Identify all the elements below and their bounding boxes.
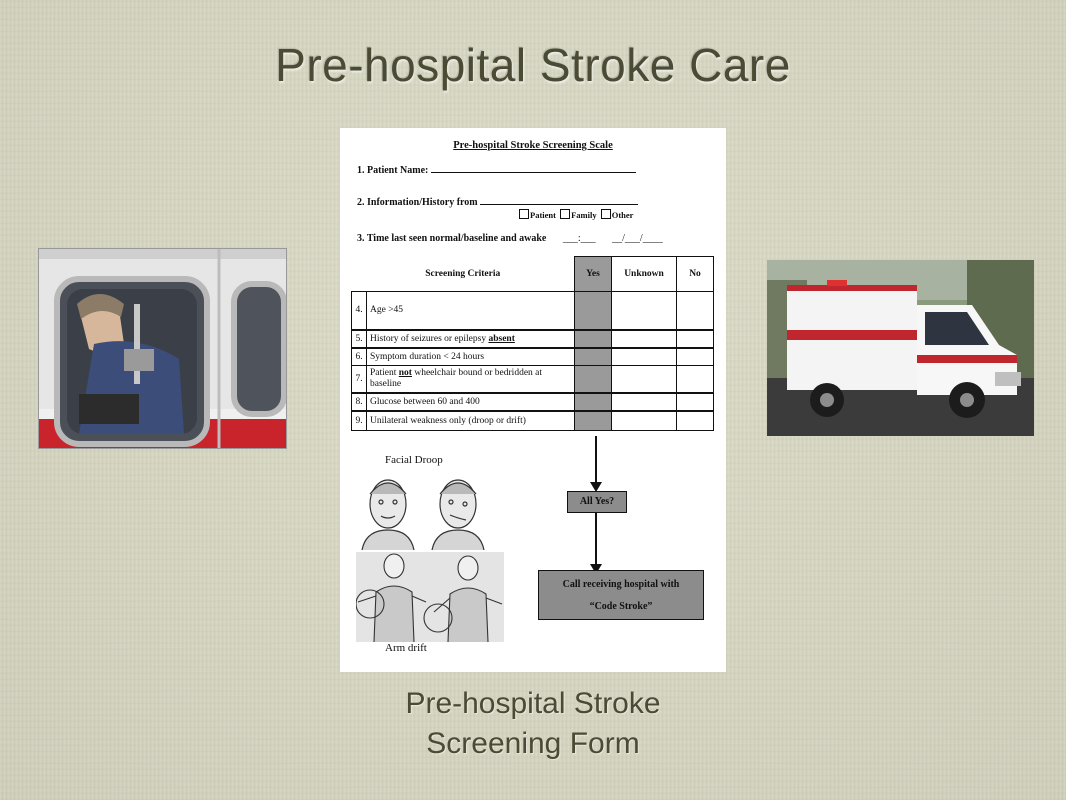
- unknown-cell: [612, 292, 677, 330]
- no-cell: [677, 330, 714, 348]
- criterion-text: Symptom duration < 24 hours: [370, 351, 485, 362]
- history-source-options: [517, 209, 633, 220]
- facial-droop-illustration: [356, 468, 506, 550]
- row-number: 4.: [352, 292, 367, 330]
- yes-cell: [575, 411, 612, 431]
- flow-arrow-line: [595, 436, 597, 488]
- yes-cell: [575, 348, 612, 366]
- no-cell: [677, 411, 714, 431]
- table-row: [352, 393, 714, 411]
- caption-line-2: Screening Form: [426, 727, 640, 760]
- slide-title: Pre-hospital Stroke Care: [275, 39, 791, 91]
- yes-cell: [575, 393, 612, 411]
- all-yes-box: All Yes?: [567, 491, 627, 513]
- unknown-cell: [612, 366, 677, 393]
- date-blank: __/___/____: [612, 233, 663, 244]
- table-row: [352, 292, 714, 330]
- row-number: 6.: [352, 348, 367, 366]
- facial-droop-label: Facial Droop: [385, 454, 443, 466]
- history-source-blank: [480, 204, 638, 205]
- row-number: 5.: [352, 330, 367, 348]
- row-criterion: [367, 330, 575, 348]
- row-criterion: [367, 292, 575, 330]
- criterion-text: Patient: [370, 367, 399, 378]
- criterion-text: Unilateral weakness only (droop or drift): [370, 415, 526, 426]
- time-blank: ___:___: [562, 233, 596, 244]
- row-criterion: [367, 348, 575, 366]
- unknown-cell: [612, 330, 677, 348]
- flow-arrow-line-2: [595, 512, 597, 568]
- stroke-screening-form: [340, 128, 726, 672]
- table-row: [352, 366, 714, 393]
- other-checkbox: [601, 209, 611, 219]
- table-row: [352, 348, 714, 366]
- time-last-seen-label: 3. Time last seen normal/baseline and awake: [357, 233, 547, 244]
- patient-name-label: 1. Patient Name:: [357, 165, 429, 176]
- criterion-emphasis: not: [398, 367, 412, 378]
- caption-line-1: Pre-hospital Stroke: [405, 687, 661, 720]
- row-number: 9.: [352, 411, 367, 431]
- table-header-row: [352, 257, 714, 292]
- slide-caption: [333, 684, 733, 764]
- family-checkbox: [560, 209, 570, 219]
- time-last-seen-question: [357, 233, 663, 244]
- no-cell: [677, 393, 714, 411]
- criterion-emphasis: absent: [488, 333, 515, 344]
- arm-drift-illustration: [356, 552, 504, 642]
- header-yes: Yes: [575, 257, 612, 292]
- option-other: Other: [611, 210, 634, 220]
- yes-cell: [575, 292, 612, 330]
- no-cell: [677, 292, 714, 330]
- form-heading: Pre-hospital Stroke Screening Scale: [453, 140, 613, 151]
- criterion-text: Age >45: [370, 305, 404, 316]
- code-stroke-line1: Call receiving hospital with: [562, 579, 680, 590]
- option-family: Family: [571, 210, 597, 220]
- criterion-text-cont: wheelchair bound or bedridden at baseline: [370, 367, 543, 389]
- unknown-cell: [612, 348, 677, 366]
- header-unknown: Unknown: [612, 257, 677, 292]
- row-criterion: [367, 393, 575, 411]
- code-stroke-box: [538, 570, 704, 620]
- row-criterion: [367, 366, 575, 393]
- patient-name-blank: [431, 172, 636, 173]
- patient-checkbox: [519, 209, 529, 219]
- option-patient: Patient: [530, 210, 556, 220]
- row-number: 8.: [352, 393, 367, 411]
- ambulance-photo: [767, 260, 1034, 436]
- criterion-text: Glucose between 60 and 400: [370, 396, 480, 407]
- row-number: 7.: [352, 366, 367, 393]
- history-source-label: 2. Information/History from: [357, 197, 478, 208]
- arm-drift-label: Arm drift: [385, 642, 427, 654]
- yes-cell: [575, 330, 612, 348]
- no-cell: [677, 348, 714, 366]
- header-no: No: [677, 257, 714, 292]
- patient-name-question: [357, 165, 636, 176]
- paramedic-in-ambulance-window-photo: [38, 248, 287, 449]
- table-row: [352, 330, 714, 348]
- row-criterion: [367, 411, 575, 431]
- header-criteria: Screening Criteria: [352, 257, 575, 292]
- criterion-text: History of seizures or epilepsy: [370, 333, 489, 344]
- screening-criteria-table: [351, 256, 714, 431]
- unknown-cell: [612, 411, 677, 431]
- yes-cell: [575, 366, 612, 393]
- history-source-question: [357, 197, 638, 208]
- no-cell: [677, 366, 714, 393]
- table-row: [352, 411, 714, 431]
- code-stroke-line2: “Code Stroke”: [589, 601, 653, 612]
- unknown-cell: [612, 393, 677, 411]
